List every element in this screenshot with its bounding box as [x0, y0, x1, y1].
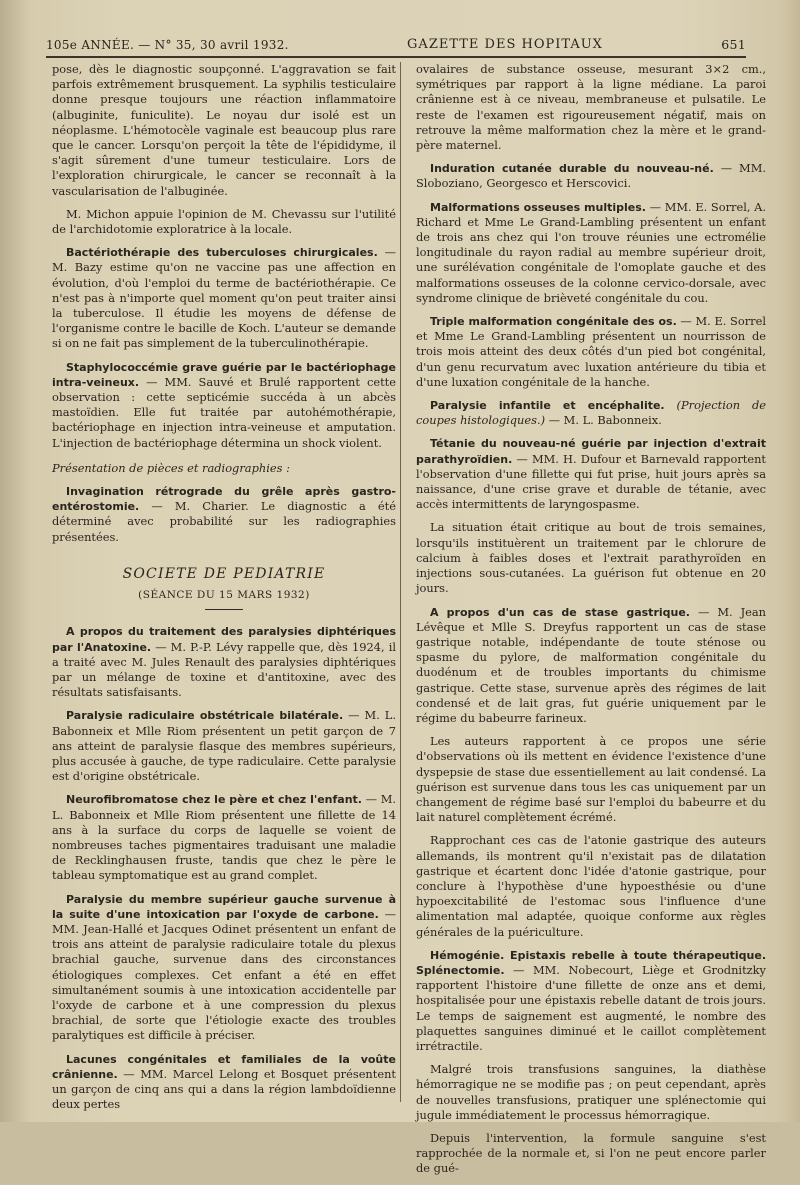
article-body: — MM. Nobecourt, Liège et Grodnitzky rapportent l'histoire d'une fillette de onze ans et demi, hospitalisée pour une épistaxis rebelle datant de trois jours. Le temps de saignement est augmenté, le nombre des plaquettes sanguines diminué et le caillot complètement irrétractile. [416, 962, 766, 1053]
article-body: — M. L. Babonneix et Mlle Riom présentent une fillette de 14 ans à la surface du corps de laquelle se voient de nombreuses taches pigmentaires traduisant une maladie de Recklinghausen fruste, tandis que chez le père le tableau symptomatique est au grand complet. [52, 792, 396, 883]
paragraph: La situation était critique au bout de trois semaines, lorsqu'ils instituèrent un traitement par le chlorure de calcium à faibles doses et l'extrait parathyroïden en injections sous-cutanées. La guérison fut obtenue en 20 jours. [416, 520, 766, 596]
presentation-heading: Présentation de pièces et radiographies : [52, 460, 290, 475]
article-entry [416, 398, 766, 428]
page-number: 651 [721, 37, 746, 52]
article-heading: Staphylococcémie grave guérie par le bactériophage intra-veineux. [52, 360, 396, 389]
left-column [52, 62, 396, 1120]
paragraph: pose, dès le diagnostic soupçonné. L'aggravation se fait parfois extrêmement brusquement. La syphilis testiculaire donne presque toujours une réaction inflammatoire (albuginite, funiculite). Le noyau dur isolé est un néoplasme. L'hémotocèle vaginale est beaucoup plus rare que le cancer. Lorsqu'on perçoit la tête de l'épididyme, il s'agit sûrement d'une tumeur testiculaire. Lors de l'exploration chirurgicale, le cancer se reconnaît à la vascularisation de l'albuginée. [52, 62, 396, 198]
section-rule [205, 609, 243, 610]
article-entry [416, 605, 766, 727]
paragraph: Les auteurs rapportent à ce propos une série d'observations où ils mettent en évidence l'existence d'une dyspepsie de stase due essentiellement au lait condensé. La guérison est survenue dans tous les cas uniquement par un changement de régime basé sur l'emploi du babeurre et du lait naturel complètement écrémé. [416, 734, 766, 825]
article-body: — MM. Sloboziano, Georgesco et Herscovici. [416, 161, 766, 191]
article-note: (Projection de coupes histologiques.) [416, 398, 766, 428]
article-entry [52, 892, 396, 1044]
article-entry [52, 624, 396, 700]
article-heading: A propos du traitement des paralysies diphtériques par l'Anatoxine. [52, 625, 396, 654]
article-body: — MM. Sauvé et Brulé rapportent cette observation : cette septicémie succéda à un abcès mastoïdien. Elle fut traitée par autohémothérapie, bactériophage en injection intra-veineuse et amputation. L'injection de bactériophage détermina un shock violent. [52, 374, 396, 450]
paragraph: ovalaires de substance osseuse, mesurant 3×2 cm., symétriques par rapport à la ligne médiane. La paroi crânienne est à ce niveau, membraneuse et pulsatile. Le reste de l'examen est rigoureusement négatif, mais on retrouve la même malformation chez la mère et le grand-père maternel. [416, 62, 766, 153]
article-heading: Hémogénie. Epistaxis rebelle à toute thérapeutique. Splénectomie. [416, 948, 766, 977]
article-entry [416, 436, 766, 512]
article-heading: Paralysie infantile et encéphalite. [430, 399, 665, 413]
article-entry [52, 708, 396, 784]
article-entry [52, 245, 396, 351]
article-body: — M. Charier. Le diagnostic a été déterminé avec probabilité sur les radiographies présentées. [52, 499, 396, 544]
article-entry [52, 360, 396, 451]
article-heading: Paralysie radiculaire obstétricale bilatérale. [66, 709, 344, 723]
article-heading: Neurofibromatose chez le père et chez l'enfant. [66, 793, 362, 807]
article-body: — MM. Jean-Hallé et Jacques Odinet présentent un enfant de trois ans atteint de paralysie radiculaire totale du plexus brachial gauche, survenue dans des circonstances étiologiques complexes. Cet enfant a été en effet simultanément soumis à une intoxication accidentelle par l'oxyde de carbone et à une compression du plexus brachial, de sorte que l'étiologie exacte des troubles paralytiques est difficile à préciser. [52, 906, 396, 1043]
article-entry [416, 948, 766, 1054]
article-heading: Triple malformation congénitale des os. [430, 315, 677, 329]
article-body: — MM. E. Sorrel, A. Richard et Mme Le Grand-Lambling présentent un enfant de trois ans chez qui l'on trouve réunies une ectromélie longitudinale du rayon radial au membre supérieur droit, une surélévation congénitale de l'omoplate gauche et des malformations osseuses de la colonne cervico-dorsale, avec syndrome clinique de brièveté congénitale du cou. [416, 199, 767, 305]
journal-title: GAZETTE DES HOPITAUX [407, 37, 603, 52]
article-entry [52, 484, 396, 545]
page-header [46, 22, 746, 52]
article-body: — MM. H. Dufour et Barnevald rapportent l'observation d'une fillette qui fut prise, huit jours après sa naissance, d'une crise grave et durable de tétanie, avec accès intermittents de laryngospasme. [416, 451, 766, 512]
article-entry [416, 161, 766, 191]
article-body: — M. Bazy estime qu'on ne vaccine pas une affection en évolution, d'où l'emploi du terme de bactériothérapie. Ce n'est pas à n'importe quel moment qu'on peut traiter ainsi la tuberculose. Il étudie les moyens de défense de l'organisme contre le bacille de Koch. L'auteur se demande si on ne fait pas simplement de la tuberculinothérapie. [52, 245, 396, 351]
article-heading: Malformations osseuses multiples. [430, 200, 646, 214]
article-entry [416, 314, 766, 390]
issue-line: 105e ANNÉE. — N° 35, 30 avril 1932. [46, 38, 289, 52]
paragraph: Depuis l'intervention, la formule sanguine s'est rapprochée de la normale et, si l'on ne peut encore parler de gué- [416, 1131, 766, 1176]
paragraph: M. Michon appuie l'opinion de M. Chevassu sur l'utilité de l'archidotomie exploratrice à la locale. [52, 206, 396, 237]
article-heading: Lacunes congénitales et familiales de la voûte crânienne. [52, 1052, 396, 1081]
article-body: — MM. Marcel Lelong et Bosquet présentent un garçon de cinq ans qui a dans la région lambdoïdienne deux pertes [52, 1066, 396, 1112]
article-entry [416, 200, 766, 306]
article-body: — M. P.-P. Lévy rappelle que, dès 1924, il a traité avec M. Jules Renault des paralysies diphtériques par un mélange de toxine et d'antitoxine, avec des résultats satisfaisants. [52, 639, 396, 700]
article-entry [52, 792, 396, 883]
article-heading: Induration cutanée durable du nouveau-né. [430, 162, 714, 176]
article-heading: Paralysie du membre supérieur gauche survenue à la suite d'une intoxication par l'oxyde de carbone. [52, 892, 396, 921]
article-heading: A propos d'un cas de stase gastrique. [430, 605, 690, 619]
paragraph: Malgré trois transfusions sanguines, la diathèse hémorragique ne se modifie pas ; on peut cependant, après de nouvelles transfusions, pratiquer une splénectomie qui jugule immédiatement le processus hémorragique. [416, 1062, 766, 1122]
article-heading: Tétanie du nouveau-né guérie par injection d'extrait parathyroïdien. [416, 437, 766, 466]
article-entry [52, 1052, 396, 1113]
article-body: — M. E. Sorrel et Mme Le Grand-Lambling présentent un nourrisson de trois mois atteint des deux côtés d'un pied bot congénital, d'un genu recurvatum avec luxation antérieure du tibia et d'une luxation congénitale de la hanche. [416, 314, 766, 389]
article-body: — M. Jean Lévêque et Mlle S. Dreyfus rapportent un cas de stase gastrique notable, indépendante de toute sténose ou spasme du pylore, de malformation congénitale du duodénum et de troubles importants du chimisme gastrique. Cette stase, survenue après des régimes de lait condensé et de lait gras, fut guérie uniquement par le régime du babeurre farineux. [416, 604, 766, 725]
section-title: SOCIETE DE PEDIATRIE [122, 565, 326, 582]
article-heading: Bactériothérapie des tuberculoses chirurgicales. [66, 246, 378, 260]
article-body: — M. L. Babonneix. [545, 413, 662, 428]
article-heading: Invagination rétrograde du grêle après gastro-entérostomie. [52, 485, 396, 514]
right-column [416, 62, 766, 1185]
section-session-date: (SÉANCE DU 15 MARS 1932) [138, 589, 310, 602]
column-divider [400, 62, 401, 1102]
article-body: — M. L. Babonneix et Mlle Riom présentent un petit garçon de 7 ans atteint de paralysie flasque des membres supérieurs, plus accusée à gauche, de type radiculaire. Cette paralysie est d'origine obstétricale. [52, 708, 396, 784]
header-rule [46, 56, 746, 58]
paragraph: Rapprochant ces cas de l'atonie gastrique des auteurs allemands, ils montrent qu'il n'existait pas de dilatation gastrique et écartent donc l'idée d'atonie gastrique, pour conclure à l'hypothèse d'une hypoesthésie ou d'une hypoexcitabilité de l'estomac sous l'influence d'une alimentation mal adaptée, quoique conforme aux règles générales de la puériculture. [416, 833, 766, 939]
